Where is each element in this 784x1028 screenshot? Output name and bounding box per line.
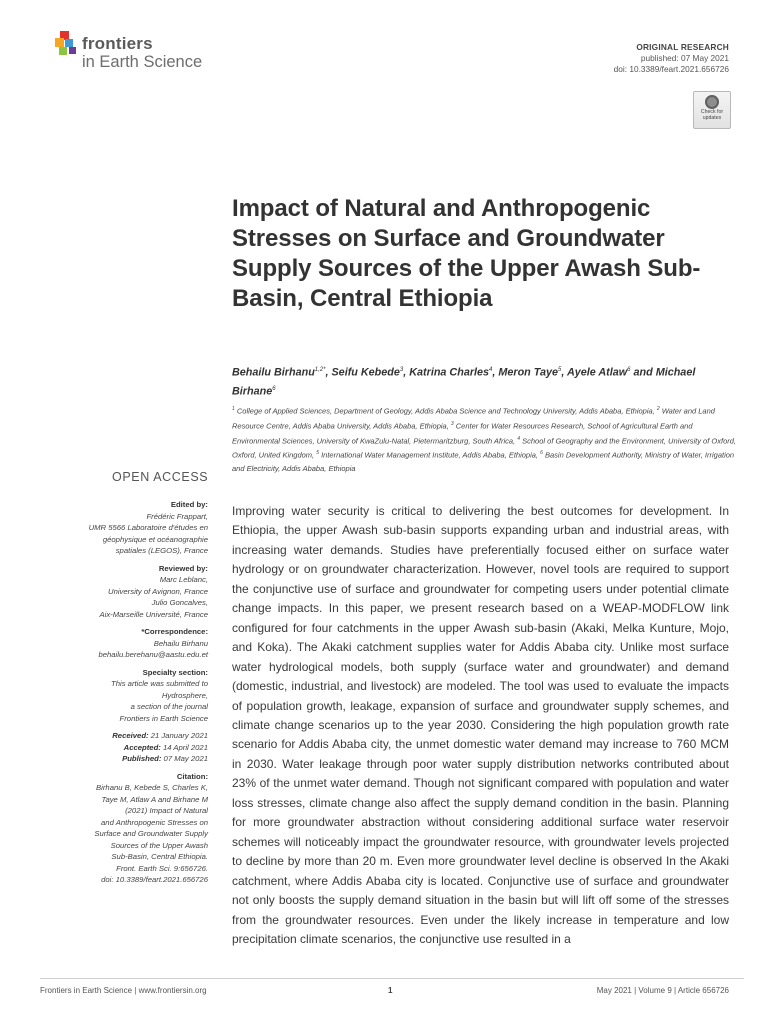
editor-line: UMR 5566 Laboratoire d'études en bbox=[88, 523, 208, 532]
correspondence-heading: *Correspondence: bbox=[141, 627, 208, 636]
citation-line: Taye M, Atlaw A and Birhane M bbox=[101, 794, 208, 804]
footer-divider bbox=[40, 978, 744, 979]
author-affiliation-mark: 1,2* bbox=[314, 367, 326, 373]
affiliation-number: 4 bbox=[517, 435, 521, 442]
citation-line: (2021) Impact of Natural bbox=[125, 806, 208, 815]
correspondence-section bbox=[40, 626, 208, 661]
author-name: Seifu Kebede bbox=[331, 366, 400, 379]
footer-issue-info: May 2021 | Volume 9 | Article 656726 bbox=[596, 986, 729, 995]
correspondence-name: Behailu Birhanu bbox=[153, 638, 208, 648]
citation-section bbox=[40, 771, 208, 886]
author-affiliation-mark: 4 bbox=[489, 367, 493, 373]
frontiers-logo-icon bbox=[55, 31, 79, 57]
citation-heading: Citation: bbox=[176, 771, 208, 781]
reviewer-line: Julio Goncalves, bbox=[151, 598, 208, 607]
page-number: 1 bbox=[388, 986, 393, 995]
affiliation-text: International Water Management Institute, Addis Ababa, Ethiopia, bbox=[319, 450, 541, 460]
article-type: ORIGINAL RESEARCH bbox=[636, 42, 729, 52]
citation-line: Sub-Basin, Central Ethiopia. bbox=[111, 852, 208, 861]
doi[interactable]: doi: 10.3389/feart.2021.656726 bbox=[613, 64, 729, 74]
author-affiliation-mark: 6 bbox=[627, 367, 631, 373]
author-affiliation-mark: 3 bbox=[399, 367, 404, 373]
article-info-sidebar bbox=[40, 499, 208, 892]
article-title: Impact of Natural and Anthropogenic Stresses on Surface and Groundwater Supply Sources of the Upper Awash Sub-Basin, Central Ethiopia bbox=[232, 195, 701, 312]
affiliation-text: Water and Land Resource Centre, Addis Ababa University, Addis Ababa, Ethiopia, bbox=[232, 406, 715, 431]
received-date: Received: 21 January 2021 bbox=[112, 731, 208, 740]
affiliation-text: Basin Development Authority, Ministry of Water, Irrigation and Electricity, Addis Ababa, Ethiopia bbox=[232, 450, 735, 474]
specialty-line: This article was submitted to bbox=[111, 679, 208, 688]
editor-line: géophysique et océanographie bbox=[102, 534, 208, 544]
abstract-text: Improving water security is critical to delivering the best outcomes for development. In Ethiopia, the upper Awash sub-basin supports expanding urban and industrial areas, with increasing water demands. Studies have preferentially focused either on surface water hydrology or on groundwater characterization. However, novel tools are required to support the conjunctive use of surface and groundwater for competing users under potential climate change impacts. In this paper, we present research based on a WEAP-MODFLOW link configured for four catchments in the upper Awash sub-basin (Akaki, Melka Kunture, Mojo, and Koka). The Akaki catchment supplies water for Addis Ababa city. Unlike most surface water hydrological models, both supply (surface water and groundwater) and demand (domestic, industrial, and livestock) are modeled. The tool was used to evaluate the impacts of population growth, leakage, expansion of surface and groundwater supply schemes, and climate change scenarios up to the year 2030. Considering the high population growth rate scenario for Addis Ababa city, the unmet domestic water demand may increase to 760 MCM in 2030. Water leakage through poor water supply distribution networks contributed about 23% of the unmet water demand. Though not significant compared with population and water loss stresses, climate change also affect the supply demand condition in the basin. Planning for more groundwater abstraction without considering additional surface water reservoir schemes will noticeably impact the groundwater resource, with groundwater levels projected to decline by more than 20 m. Even more groundwater level decline is observed In the Akaki catchment, where Addis Ababa city is located. Conjunctive use of surface and groundwater not only boosts the supply demand situation in the basin but will lift off some of the stresses from the groundwater resources. Even under the likely increase in temperature and low precipitation climate scenarios, the conjunctive use resulted in a bbox=[232, 504, 729, 946]
specialty-section bbox=[40, 667, 208, 725]
specialty-heading: Specialty section: bbox=[142, 667, 208, 677]
journal-name-line1: frontiers bbox=[82, 34, 153, 53]
editor-line: Frédéric Frappart, bbox=[146, 511, 208, 521]
footer-journal-link[interactable]: Frontiers in Earth Science | www.frontiersin.org bbox=[40, 986, 207, 995]
published-date-side: Published: 07 May 2021 bbox=[122, 754, 208, 763]
affiliation-text: School of Geography and the Environment, University of Oxford, Oxford, United Kingdom, bbox=[232, 436, 736, 460]
specialty-line: Frontiers in Earth Science bbox=[119, 713, 208, 723]
editor-line: spatiales (LEGOS), France bbox=[115, 546, 208, 555]
citation-line: Birhanu B, Kebede S, Charles K, bbox=[96, 783, 208, 792]
affiliation-number: 5 bbox=[316, 450, 319, 457]
specialty-line: Hydrosphere, bbox=[161, 690, 208, 700]
check-updates-label: Check for updates bbox=[700, 109, 724, 121]
author-name: Ayele Atlaw bbox=[566, 366, 628, 379]
journal-name bbox=[82, 35, 202, 71]
citation-line: Front. Earth Sci. 9:656726. bbox=[116, 863, 208, 873]
author-name: Katrina Charles bbox=[409, 366, 490, 379]
author-name: Michael Birhane bbox=[232, 366, 696, 398]
affiliation-number: 3 bbox=[450, 420, 454, 427]
affiliation-text: College of Applied Sciences, Department of Geology, Addis Ababa Science and Technology University, Addis Ababa, Ethiopia, bbox=[234, 406, 657, 416]
reviewed-by-heading: Reviewed by: bbox=[158, 563, 208, 573]
check-updates-icon bbox=[705, 95, 719, 109]
edited-by-section bbox=[40, 499, 208, 557]
affiliation-number: 1 bbox=[232, 406, 235, 412]
author-list: Behailu Birhanu$^{1,2*}$, Seifu Kebede$^3$, Katrina Charles$^4$, Meron Taye$^5$, Ayele Atlaw$^6$ and Michael Birhane$^6$ bbox=[232, 366, 696, 398]
reviewer-line: Marc Leblanc, bbox=[159, 575, 208, 584]
published-date: published: 07 May 2021 bbox=[640, 53, 729, 63]
edited-by-heading: Edited by: bbox=[170, 500, 208, 509]
accepted-date: Accepted: 14 April 2021 bbox=[123, 742, 208, 752]
affiliation-text: Center for Water Resources Research, School of Agricultural Earth and Environmental Sciences, University of KwaZulu-Natal, Pietermaritzburg, South Africa, bbox=[232, 421, 693, 446]
open-access-label: OPEN ACCESS bbox=[112, 470, 209, 484]
reviewer-line: Aix-Marseille Université, France bbox=[99, 609, 208, 619]
reviewed-by-section bbox=[40, 563, 208, 621]
dates-section bbox=[40, 730, 208, 765]
affiliation-number: 6 bbox=[540, 450, 543, 457]
citation-line: doi: 10.3389/feart.2021.656726 bbox=[101, 875, 208, 884]
journal-name-line2: in Earth Science bbox=[82, 53, 203, 71]
reviewer-line: University of Avignon, France bbox=[108, 586, 208, 596]
author-name: Meron Taye bbox=[498, 366, 558, 379]
citation-line: Surface and Groundwater Supply bbox=[94, 829, 208, 838]
specialty-line: a section of the journal bbox=[130, 702, 208, 711]
author-affiliation-mark: 5 bbox=[558, 367, 562, 373]
correspondence-email[interactable]: behailu.berehanu@aastu.edu.et bbox=[98, 650, 208, 659]
affiliation-number: 2 bbox=[656, 406, 660, 412]
author-name: Behailu Birhanu bbox=[232, 366, 315, 379]
citation-line: Sources of the Upper Awash bbox=[110, 840, 208, 850]
citation-line: and Anthropogenic Stresses on bbox=[101, 817, 208, 827]
author-affiliation-mark: 6 bbox=[272, 385, 276, 392]
article-meta bbox=[614, 42, 729, 75]
affiliations bbox=[232, 403, 737, 475]
check-for-updates-button[interactable] bbox=[693, 91, 731, 129]
